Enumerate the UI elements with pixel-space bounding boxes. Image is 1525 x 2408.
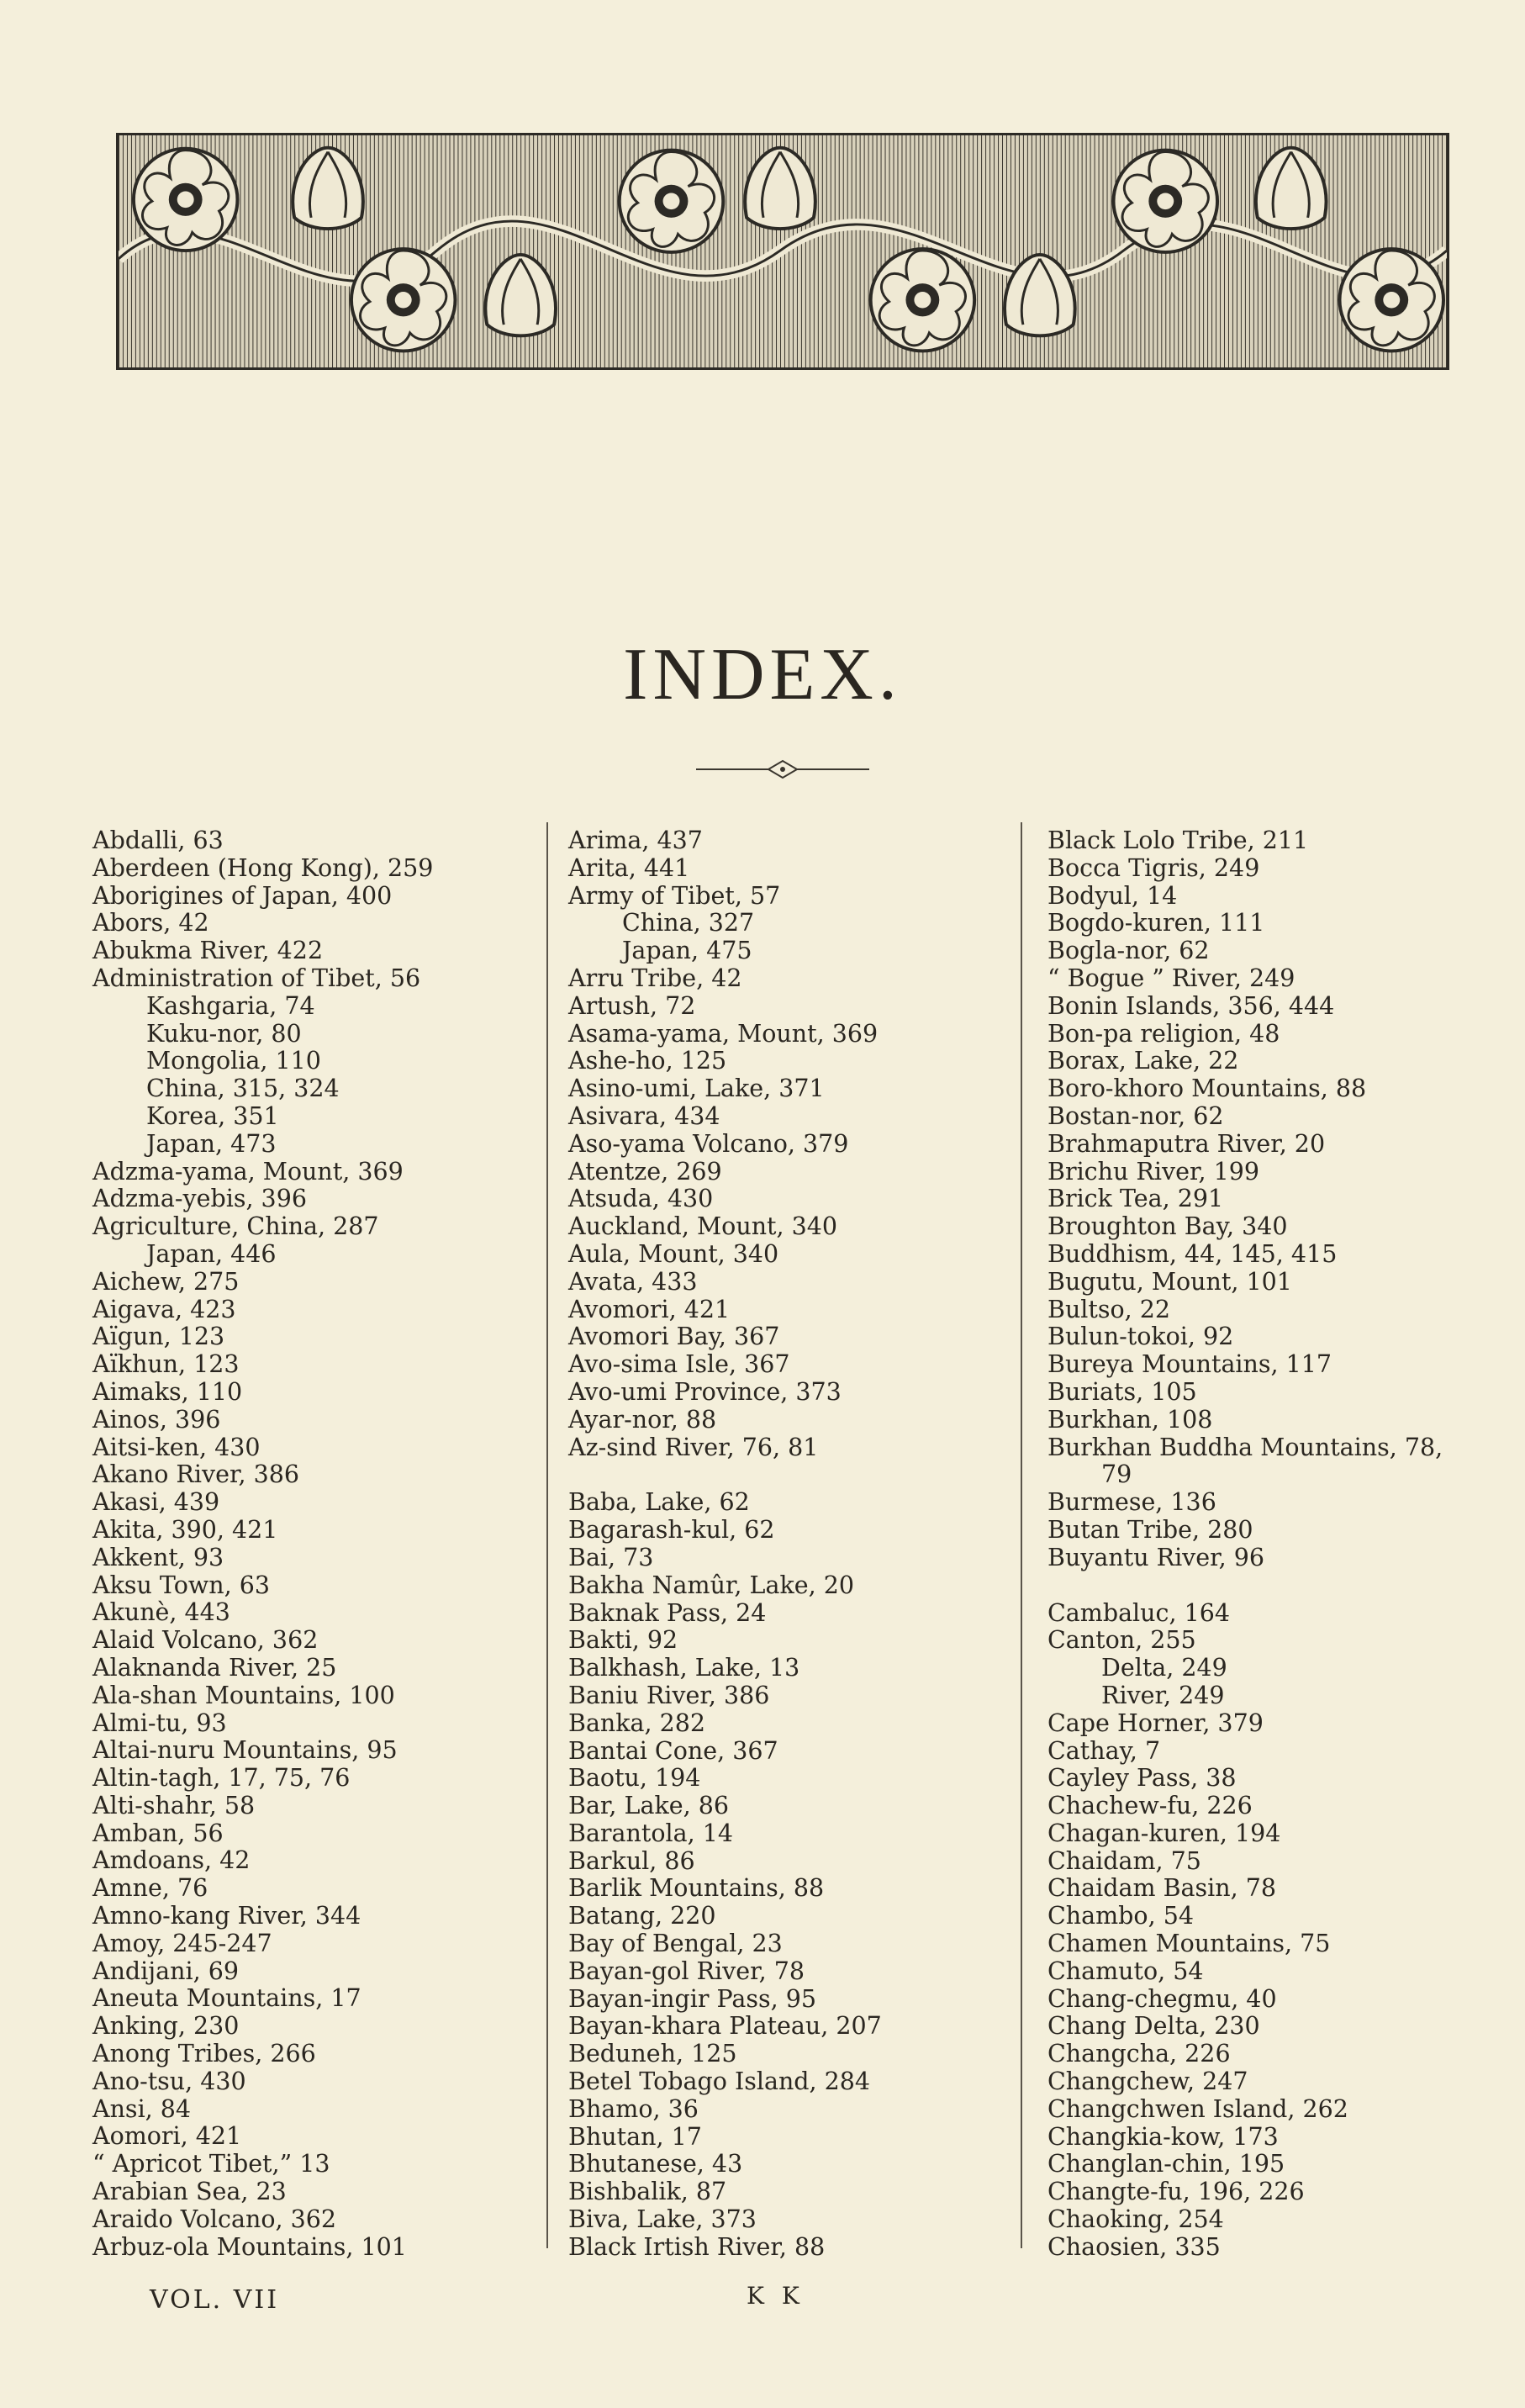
index-entry: Betel Tobago Island, 284 [568, 2067, 871, 2096]
index-entry: Bostan-nor, 62 [1047, 1101, 1224, 1130]
index-entry: Az-sind River, 76, 81 [568, 1433, 819, 1461]
index-entry: Chaoking, 254 [1047, 2205, 1224, 2234]
index-entry: Arbuz-ola Mountains, 101 [92, 2232, 407, 2261]
index-entry: Cayley Pass, 38 [1047, 1764, 1237, 1793]
floral-engraving-icon [119, 135, 1447, 367]
index-entry: Broughton Bay, 340 [1047, 1212, 1288, 1241]
index-entry: Balkhash, Lake, 13 [568, 1654, 800, 1682]
index-entry: Chagan-kuren, 194 [1047, 1819, 1281, 1847]
index-entry: Aberdeen (Hong Kong), 259 [92, 853, 434, 882]
index-entry: Chambo, 54 [1047, 1902, 1194, 1930]
index-entry: Chang Delta, 230 [1047, 2012, 1260, 2041]
index-entry: Alaknanda River, 25 [92, 1653, 337, 1682]
index-entry: Biva, Lake, 373 [568, 2205, 757, 2234]
index-entry: Ainos, 396 [92, 1405, 221, 1434]
index-entry: Akano River, 386 [92, 1460, 299, 1489]
index-entry: Cathay, 7 [1047, 1736, 1161, 1765]
index-entry: Amban, 56 [92, 1819, 224, 1847]
index-entry: Akkent, 93 [92, 1543, 224, 1571]
index-subentry: 79 [1101, 1460, 1132, 1489]
index-entry: Boro-khoro Mountains, 88 [1047, 1075, 1367, 1103]
index-entry: Cambaluc, 164 [1047, 1598, 1231, 1627]
index-entry: Cape Horner, 379 [1047, 1708, 1264, 1737]
index-entry: Batang, 220 [568, 1902, 716, 1930]
index-entry: Bureya Mountains, 117 [1047, 1350, 1332, 1379]
index-entry: Avomori Bay, 367 [568, 1323, 780, 1351]
index-entry: Burmese, 136 [1047, 1488, 1216, 1517]
index-entry: Asama-yama, Mount, 369 [568, 1019, 879, 1048]
index-entry: Abdalli, 63 [92, 826, 224, 854]
index-entry: Beduneh, 125 [568, 2040, 737, 2068]
index-entry: Adzma-yebis, 396 [92, 1185, 307, 1213]
index-entry: Atsuda, 430 [568, 1185, 714, 1213]
index-entry: Bugutu, Mount, 101 [1047, 1267, 1292, 1296]
index-entry: Avomori, 421 [568, 1295, 731, 1323]
index-entry: Ansi, 84 [92, 2094, 192, 2123]
index-entry: Aitsi-ken, 430 [92, 1433, 261, 1461]
index-entry: Buyantu River, 96 [1047, 1543, 1265, 1571]
index-entry: Ano-tsu, 430 [92, 2067, 246, 2095]
index-entry: Anking, 230 [92, 2012, 240, 2041]
index-entry: Baba, Lake, 62 [568, 1488, 750, 1517]
index-entry: Amne, 76 [92, 1874, 208, 1903]
index-subentry: Delta, 249 [1101, 1654, 1227, 1682]
index-entry: Aso-yama Volcano, 379 [568, 1129, 849, 1158]
index-entry: Aimaks, 110 [92, 1377, 243, 1406]
index-entry: Bantai Cone, 367 [568, 1736, 778, 1765]
column-rule [546, 822, 548, 2248]
index-entry: Brahmaputra River, 20 [1047, 1129, 1326, 1158]
index-entry: Bogla-nor, 62 [1047, 937, 1210, 965]
title-divider-ornament-icon [696, 757, 869, 782]
index-entry: Amno-kang River, 344 [92, 1902, 361, 1930]
index-entry: Bagarash-kul, 62 [568, 1516, 775, 1545]
index-entry: Burkhan, 108 [1047, 1405, 1213, 1434]
index-entry: Bhutan, 17 [568, 2122, 702, 2151]
index-entry: Aneuta Mountains, 17 [92, 1984, 361, 2013]
index-entry: Barlik Mountains, 88 [568, 1874, 825, 1903]
index-entry: Bultso, 22 [1047, 1295, 1171, 1323]
index-entry: Bocca Tigris, 249 [1047, 853, 1260, 882]
index-entry: Bayan-gol River, 78 [568, 1956, 805, 1985]
index-entry: Avo-umi Province, 373 [568, 1377, 842, 1406]
index-entry: Army of Tibet, 57 [568, 881, 781, 910]
index-entry: Buddhism, 44, 145, 415 [1047, 1239, 1338, 1268]
floral-headpiece-ornament [116, 133, 1449, 370]
index-entry: Avo-sima Isle, 367 [568, 1350, 790, 1379]
index-column-1 [92, 827, 546, 2261]
index-entry: Bayan-ingir Pass, 95 [568, 1984, 817, 2013]
index-entry: Chaidam Basin, 78 [1047, 1874, 1277, 1903]
index-entry: Aïkhun, 123 [92, 1350, 240, 1379]
index-entry: Bar, Lake, 86 [568, 1792, 729, 1820]
index-entry: Aigava, 423 [92, 1295, 236, 1323]
index-entry: Chamen Mountains, 75 [1047, 1930, 1331, 1958]
index-entry: Adzma-yama, Mount, 369 [92, 1157, 404, 1186]
index-entry: Chaosien, 335 [1047, 2232, 1221, 2261]
index-entry: Aichew, 275 [92, 1267, 240, 1296]
index-subentry: Korea, 351 [146, 1101, 279, 1130]
index-entry: Bulun-tokoi, 92 [1047, 1323, 1234, 1351]
index-entry: Ala-shan Mountains, 100 [92, 1681, 395, 1709]
index-entry: Ashe-ho, 125 [568, 1047, 727, 1075]
index-entry: Alaid Volcano, 362 [92, 1626, 319, 1655]
signature-mark: K K [747, 2282, 805, 2310]
index-entry: Changlan-chin, 195 [1047, 2150, 1285, 2178]
index-entry: Brick Tea, 291 [1047, 1185, 1224, 1213]
index-entry: Atentze, 269 [568, 1157, 722, 1186]
index-entry: Chang-chegmu, 40 [1047, 1984, 1277, 2013]
index-entry: Andijani, 69 [92, 1956, 239, 1985]
index-entry: Aksu Town, 63 [92, 1571, 270, 1599]
index-entry: Akunè, 443 [92, 1598, 230, 1627]
index-entry: Burkhan Buddha Mountains, 78, [1047, 1433, 1443, 1461]
index-entry: Aïgun, 123 [92, 1323, 225, 1351]
index-subentry: Kuku-nor, 80 [146, 1019, 302, 1048]
index-entry: Banka, 282 [568, 1708, 706, 1737]
index-entry: Bishbalik, 87 [568, 2178, 727, 2206]
index-subentry: Japan, 475 [622, 937, 752, 965]
index-entry: Borax, Lake, 22 [1047, 1047, 1239, 1075]
index-entry: Bhutanese, 43 [568, 2150, 743, 2178]
index-entry: Agriculture, China, 287 [92, 1212, 379, 1241]
index-entry: Abors, 42 [92, 909, 209, 937]
index-entry: Abukma River, 422 [92, 937, 324, 965]
index-entry: Arru Tribe, 42 [568, 964, 742, 992]
index-entry: Ayar-nor, 88 [568, 1405, 717, 1434]
index-entry: Chamuto, 54 [1047, 1956, 1204, 1985]
volume-footer: VOL. VII [150, 2285, 280, 2315]
index-entry: Bhamo, 36 [568, 2094, 699, 2123]
index-subentry: China, 315, 324 [146, 1075, 340, 1103]
index-entry: Buriats, 105 [1047, 1377, 1197, 1406]
index-entry: Aomori, 421 [92, 2122, 242, 2151]
index-entry: Altin-tagh, 17, 75, 76 [92, 1764, 351, 1793]
index-subentry: Mongolia, 110 [146, 1047, 321, 1075]
index-subentry: River, 249 [1101, 1681, 1225, 1709]
index-entry: Auckland, Mount, 340 [568, 1212, 838, 1241]
index-entry: “ Bogue ” River, 249 [1047, 964, 1295, 992]
index-entry: Bay of Bengal, 23 [568, 1930, 783, 1958]
index-entry: Changkia-kow, 173 [1047, 2122, 1279, 2151]
index-entry: Akasi, 439 [92, 1488, 220, 1517]
page-title: INDEX. [623, 634, 902, 716]
index-entry: Baniu River, 386 [568, 1681, 770, 1709]
index-entry: Bakha Namûr, Lake, 20 [568, 1571, 854, 1599]
index-entry: Changchwen Island, 262 [1047, 2094, 1348, 2123]
index-entry: Arima, 437 [568, 826, 703, 854]
index-entry: Asivara, 434 [568, 1101, 720, 1130]
index-entry: Black Lolo Tribe, 211 [1047, 826, 1309, 854]
index-entry: Anong Tribes, 266 [92, 2040, 316, 2068]
index-entry: Brichu River, 199 [1047, 1157, 1259, 1186]
index-entry: Amoy, 245-247 [92, 1929, 272, 1957]
index-entry: Bakti, 92 [568, 1626, 678, 1655]
index-entry: Butan Tribe, 280 [1047, 1515, 1253, 1544]
index-entry: “ Apricot Tibet,” 13 [92, 2150, 330, 2178]
index-entry: Asino-umi, Lake, 371 [568, 1075, 825, 1103]
index-entry: Amdoans, 42 [92, 1846, 251, 1875]
index-entry: Bayan-khara Plateau, 207 [568, 2012, 882, 2041]
index-entry: Almi-tu, 93 [92, 1708, 227, 1737]
index-entry: Administration of Tibet, 56 [92, 964, 421, 992]
index-entry: Arita, 441 [568, 853, 690, 882]
index-entry: Bogdo-kuren, 111 [1047, 909, 1265, 937]
index-entry: Barkul, 86 [568, 1846, 695, 1875]
index-subentry: China, 327 [622, 909, 755, 937]
index-entry: Baknak Pass, 24 [568, 1598, 767, 1627]
index-entry: Bai, 73 [568, 1543, 654, 1571]
index-entry: Aborigines of Japan, 400 [92, 881, 393, 910]
index-entry: Changchew, 247 [1047, 2067, 1248, 2096]
index-entry: Chaidam, 75 [1047, 1846, 1201, 1875]
index-entry: Aula, Mount, 340 [568, 1239, 779, 1268]
index-entry: Bodyul, 14 [1047, 881, 1178, 910]
index-column-2 [568, 827, 1022, 2262]
index-entry: Artush, 72 [568, 991, 696, 1020]
index-entry: Barantola, 14 [568, 1819, 734, 1847]
index-entry: Changte-fu, 196, 226 [1047, 2178, 1305, 2206]
index-entry: Altai-nuru Mountains, 95 [92, 1736, 398, 1765]
index-entry: Chachew-fu, 226 [1047, 1792, 1253, 1820]
index-entry: Black Irtish River, 88 [568, 2232, 826, 2261]
index-entry: Akita, 390, 421 [92, 1515, 278, 1544]
index-entry: Araido Volcano, 362 [92, 2205, 336, 2233]
index-subentry: Kashgaria, 74 [146, 991, 315, 1020]
index-entry: Canton, 255 [1047, 1626, 1196, 1655]
index-entry: Arabian Sea, 23 [92, 2178, 287, 2206]
index-entry: Changcha, 226 [1047, 2040, 1231, 2068]
index-subentry: Japan, 446 [146, 1239, 277, 1268]
index-subentry: Japan, 473 [146, 1129, 277, 1158]
index-entry: Bonin Islands, 356, 444 [1047, 991, 1335, 1020]
index-entry: Avata, 433 [568, 1267, 698, 1296]
index-entry: Alti-shahr, 58 [92, 1791, 256, 1819]
index-entry: Baotu, 194 [568, 1764, 701, 1793]
index-column-3 [1047, 827, 1501, 2262]
index-entry: Bon-pa religion, 48 [1047, 1019, 1280, 1048]
